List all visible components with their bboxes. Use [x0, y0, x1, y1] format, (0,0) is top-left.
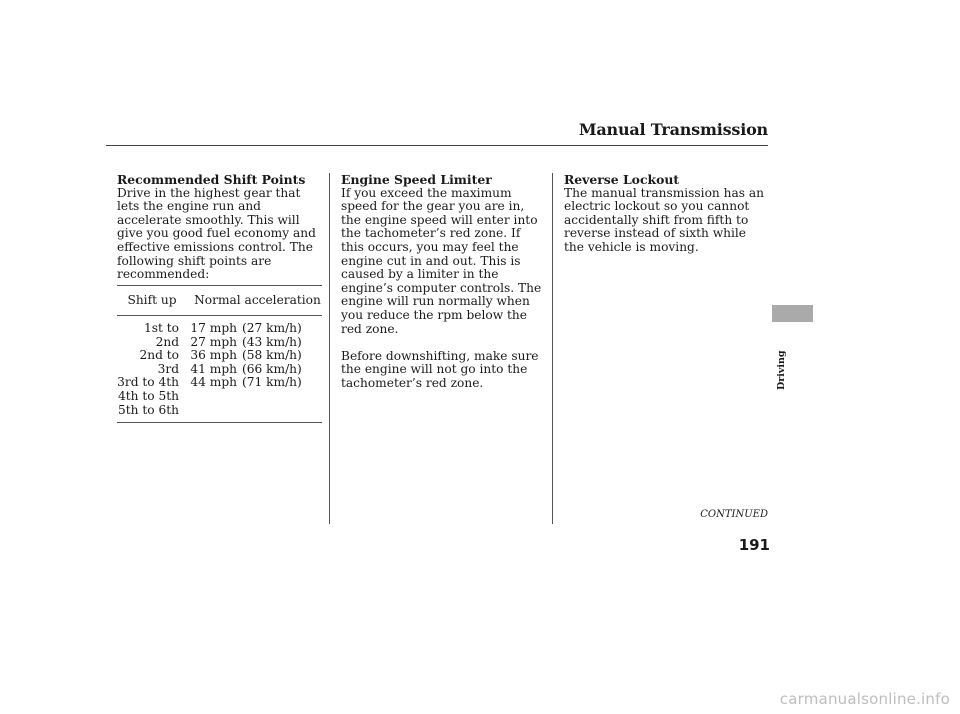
section-tab-marker — [772, 305, 813, 322]
page-number: 191 — [738, 536, 770, 554]
table-cell-kmh: (66 km/h) — [242, 361, 302, 376]
table-body — [117, 316, 322, 422]
engine-speed-limiter-heading: Engine Speed Limiter — [341, 172, 492, 187]
table-header-shift-up: Shift up — [127, 292, 177, 307]
engine-speed-limiter-section — [341, 173, 547, 391]
column-divider — [552, 173, 553, 524]
table-cell-mph: 44 mph — [190, 375, 237, 390]
table-cell-kmh: (43 km/h) — [242, 334, 302, 349]
continued-label: CONTINUED — [700, 509, 768, 520]
section-tab-label: Driving — [776, 350, 787, 390]
table-cell-shift: 3rd to 4th — [117, 375, 179, 390]
downshifting-paragraph: Before downshifting, make sure the engine will not go into the tachometer’s red zone. — [341, 348, 539, 390]
mph-column — [179, 322, 237, 417]
table-cell-kmh: (71 km/h) — [242, 375, 302, 390]
table-cell-shift: 5th to 6th — [118, 402, 179, 417]
table-cell-kmh: (58 km/h) — [242, 348, 302, 363]
reverse-lockout-section — [564, 173, 764, 255]
table-cell-mph: 36 mph — [190, 348, 237, 363]
table-cell-mph: 27 mph — [190, 334, 237, 349]
column-divider — [329, 173, 330, 524]
table-cell-mph: 17 mph — [190, 321, 237, 335]
table-cell-shift: 2nd to 3rd — [139, 348, 179, 376]
table-cell-shift: 1st to 2nd — [143, 321, 179, 349]
recommended-shift-paragraph: Drive in the highest gear that lets the engine run and accelerate smoothly. This will give you good fuel economy and effective emissions control. The following shift points are recommended: — [117, 185, 316, 282]
recommended-shift-section — [117, 173, 322, 282]
page-title: Manual Transmission — [578, 120, 768, 139]
reverse-lockout-paragraph: The manual transmission has an electric lockout so you cannot accidentally shift from fifth to reverse instead of sixth while the vehicle is moving. — [564, 185, 764, 254]
header-rule — [106, 145, 768, 146]
shift-column — [117, 322, 179, 417]
table-cell-kmh: (27 km/h) — [242, 321, 302, 335]
table-cell-shift: 4th to 5th — [118, 388, 179, 403]
reverse-lockout-heading: Reverse Lockout — [564, 172, 680, 187]
table-cell-mph: 41 mph — [190, 361, 237, 376]
recommended-shift-heading: Recommended Shift Points — [117, 172, 306, 187]
table-header-row — [117, 286, 322, 316]
engine-speed-limiter-paragraph: If you exceed the maximum speed for the gear you are in, the engine speed will enter into the tachometer’s red zone. If this occurs, you may feel the engine cut in and out. This is caused by a limiter in the engine’s computer controls. The engine will run normally when you reduce the rpm below the red zone. — [341, 185, 542, 336]
watermark: carmanualsonline.info — [779, 690, 950, 708]
table-header-normal-acceleration: Normal acceleration — [194, 292, 321, 307]
shift-points-table — [117, 285, 322, 423]
kmh-column — [237, 322, 322, 417]
